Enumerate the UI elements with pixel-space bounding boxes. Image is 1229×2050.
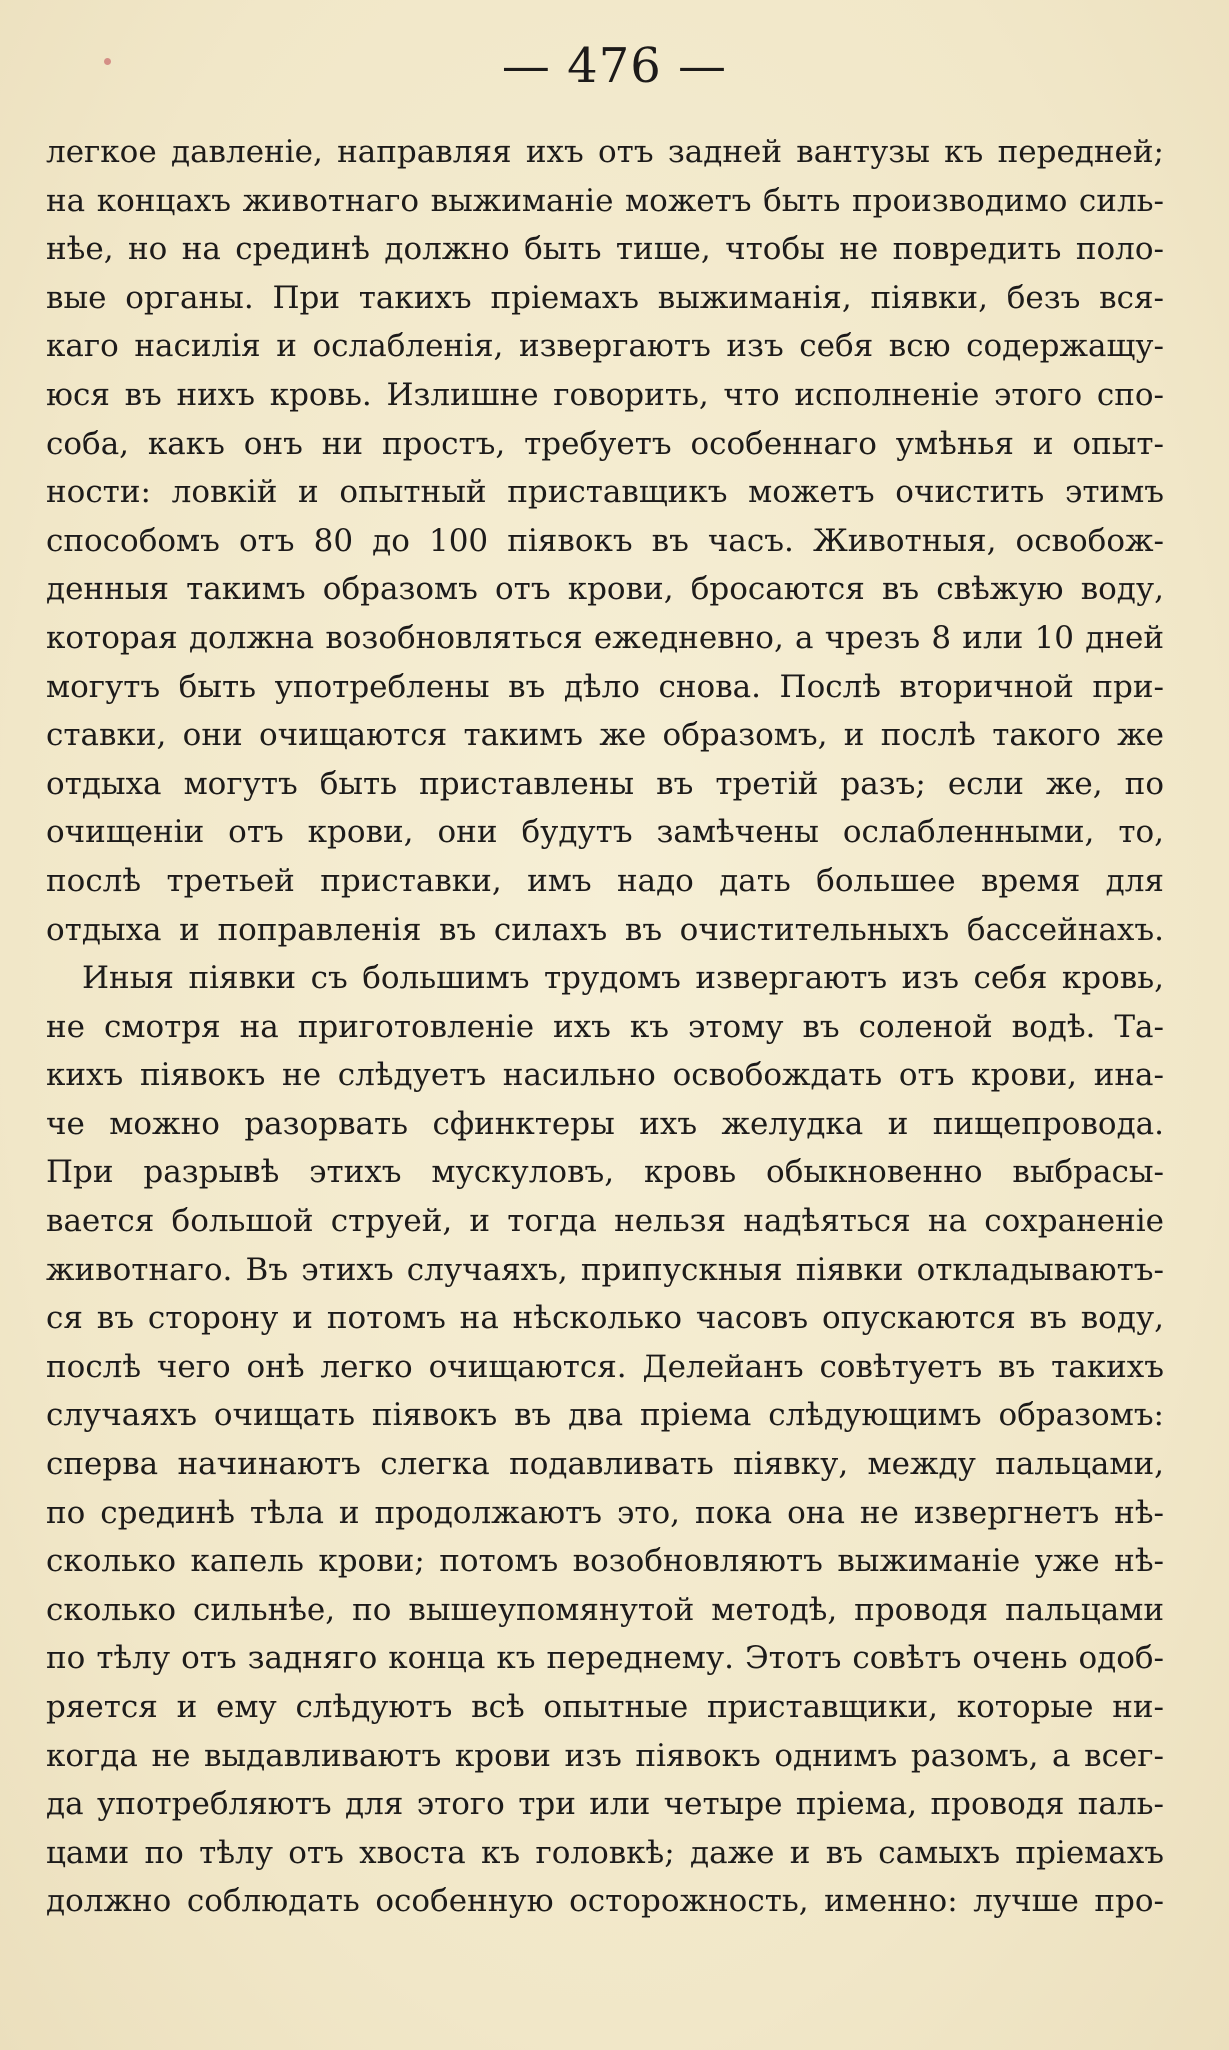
text-line: ся въ сторону и потомъ на нѣсколько часовъ опускаются въ воду, <box>46 1300 1164 1337</box>
text-line: случаяхъ очищать піявокъ въ два пріема слѣдующимъ образомъ: <box>46 1397 1164 1434</box>
page-number: — 476 — <box>501 38 728 94</box>
text-line: вается большой струей, и тогда нельзя надѣяться на сохраненіе <box>46 1203 1164 1240</box>
text-line: отдыха могутъ быть приставлены въ третій разъ; если же, по <box>46 765 1164 802</box>
text-line: могутъ быть употреблены въ дѣло снова. Послѣ вторичной при- <box>46 668 1164 705</box>
text-line: сперва начинаютъ слегка подавливать піявку, между пальцами, <box>46 1446 1164 1483</box>
text-line: сколько капель крови; потомъ возобновляютъ выжиманіе уже нѣ- <box>46 1543 1164 1580</box>
text-line: ряется и ему слѣдуютъ всѣ опытные приставщики, которые ни- <box>46 1689 1164 1725</box>
text-line: че можно разорвать сфинктеры ихъ желудка и пищепровода. <box>46 1105 1164 1142</box>
body-text <box>46 128 1164 1926</box>
text-line: цами по тѣлу отъ хвоста къ головкѣ; даже и въ самыхъ пріемахъ <box>46 1834 1164 1871</box>
text-line: нѣе, но на срединѣ должно быть тише, чтобы не повредить поло- <box>46 231 1164 268</box>
text-line: послѣ третьей приставки, имъ надо дать большее время для <box>46 862 1164 899</box>
text-line: отдыха и поправленія въ силахъ въ очистительныхъ бассейнахъ. <box>46 911 1164 948</box>
text-line: При разрывѣ этихъ мускуловъ, кровь обыкновенно выбрасы- <box>46 1154 1164 1191</box>
text-line: ставки, они очищаются такимъ же образомъ, и послѣ такого же <box>46 717 1164 754</box>
text-line: по срединѣ тѣла и продолжаютъ это, пока она не извергнетъ нѣ- <box>46 1494 1164 1531</box>
text-line: когда не выдавливаютъ крови изъ піявокъ однимъ разомъ, а всег- <box>46 1737 1164 1774</box>
text-line: послѣ чего онѣ легко очищаются. Делейанъ совѣтуетъ въ такихъ <box>46 1348 1164 1385</box>
text-line: кихъ піявокъ не слѣдуетъ насильно освобождать отъ крови, ина- <box>46 1057 1164 1094</box>
text-line: которая должна возобновляться ежедневно, а чрезъ 8 или 10 дней <box>46 619 1164 656</box>
text-line: сколько сильнѣе, по вышеупомянутой методѣ, проводя пальцами <box>46 1591 1164 1628</box>
text-line: ности: ловкій и опытный приставщикъ можетъ очистить этимъ <box>46 474 1164 511</box>
text-line: каго насилія и ослабленія, извергаютъ изъ себя всю содержащу- <box>46 328 1164 365</box>
text-line: денныя такимъ образомъ отъ крови, бросаются въ свѣжую воду, <box>46 571 1164 608</box>
text-line: вые органы. При такихъ пріемахъ выжиманія, піявки, безъ вся- <box>46 279 1164 316</box>
text-line: юся въ нихъ кровь. Излишне говорить, что исполненіе этого спо- <box>46 376 1164 413</box>
text-line: соба, какъ онъ ни простъ, требуетъ особеннаго умѣнья и опыт- <box>46 425 1164 462</box>
text-line: по тѣлу отъ задняго конца къ переднему. Этотъ совѣтъ очень одоб- <box>46 1640 1164 1677</box>
text-line: на концахъ животнаго выжиманіе можетъ быть производимо силь- <box>46 182 1164 219</box>
text-line: да употребляютъ для этого три или четыре пріема, проводя паль- <box>46 1786 1164 1823</box>
text-line: не смотря на приготовленіе ихъ къ этому въ соленой водѣ. Та- <box>46 1008 1164 1045</box>
text-line: очищеніи отъ крови, они будутъ замѣчены ослабленными, то, <box>46 814 1164 851</box>
text-line: Иныя піявки съ большимъ трудомъ извергаютъ изъ себя кровь, <box>82 960 1164 997</box>
text-line: способомъ отъ 80 до 100 піявокъ въ часъ. Животныя, освобож- <box>46 522 1164 559</box>
text-line: животнаго. Въ этихъ случаяхъ, припускныя піявки откладываютъ- <box>46 1251 1164 1288</box>
text-line: должно соблюдать особенную осторожность, именно: лучше про- <box>46 1883 1164 1920</box>
text-line: легкое давленіе, направляя ихъ отъ задней вантузы къ передней; <box>46 134 1164 170</box>
